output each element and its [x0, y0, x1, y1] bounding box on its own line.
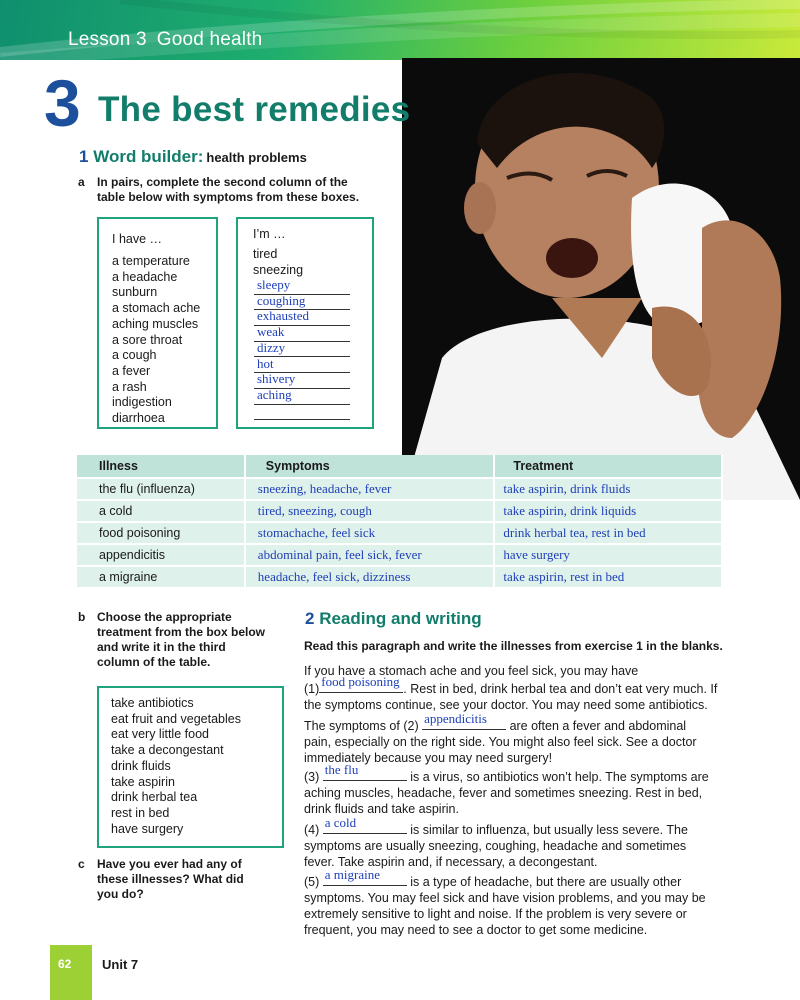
table-cell-symptoms[interactable]: headache, feel sick, dizziness	[245, 566, 495, 588]
paragraph-line: extremely sensitive to light and noise. If the problem is very severe or	[304, 907, 687, 921]
paragraph-line: fever. Take aspirin and, if necessary, a decongestant.	[304, 855, 598, 869]
page-title: The best remedies	[98, 90, 411, 129]
paragraph-text: is a virus, so antibiotics won’t help. The symptoms are	[406, 770, 709, 784]
sneezing-man-illustration	[402, 58, 800, 500]
paragraph-5	[304, 867, 724, 938]
paragraph-text: The symptoms of (2)	[304, 719, 423, 733]
paragraph-line	[304, 674, 724, 697]
table-cell-treatment[interactable]: drink herbal tea, rest in bed	[494, 522, 722, 544]
instruction-c	[78, 857, 287, 902]
paragraph-line: the symptoms continue, see your doctor. You may need some antibiotics.	[304, 698, 708, 712]
handwritten-answer: food poisoning	[321, 674, 400, 689]
photo-man-sneezing	[402, 58, 800, 500]
im-box	[236, 217, 374, 429]
page-number-tab	[50, 945, 92, 1000]
paragraph-line	[304, 762, 724, 785]
handwritten-answer: a migraine	[324, 867, 380, 882]
section-1-name: Word builder:	[93, 147, 204, 166]
table-row	[77, 522, 722, 544]
section-1-subtitle: health problems	[206, 150, 307, 165]
paragraph-text: is similar to influenza, but usually less severe. The	[406, 823, 688, 837]
instruction-line: Choose the appropriate	[97, 610, 232, 624]
paragraph-line: If you have a stomach ache and you feel sick, you may have	[304, 664, 639, 678]
box-item: aching muscles	[112, 316, 199, 331]
treatment-item: take a decongestant	[111, 743, 224, 758]
treatment-item: drink herbal tea	[111, 790, 198, 805]
instruction-letter: c	[78, 857, 85, 871]
blank-number: (3)	[304, 770, 323, 784]
lesson-heading	[68, 29, 262, 51]
table-cell-illness: the flu (influenza)	[77, 478, 245, 500]
handwritten-answer: shivery	[257, 371, 296, 387]
box-item: a headache	[112, 269, 178, 284]
box-item: tired	[253, 247, 278, 261]
blank-number: (4)	[304, 823, 323, 837]
lesson-number: Lesson 3	[68, 29, 147, 50]
treatment-item: rest in bed	[111, 805, 170, 820]
instruction-letter: a	[78, 175, 85, 189]
treatment-item: eat fruit and vegetables	[111, 711, 241, 726]
paragraph-line: immediately because you may need surgery!	[304, 751, 553, 765]
treatment-item: eat very little food	[111, 727, 209, 742]
instruction-line: In pairs, complete the second column of the	[97, 175, 348, 189]
box-item: sunburn	[112, 285, 158, 300]
table-row	[77, 566, 722, 588]
box-item: diarrhoea	[112, 411, 165, 425]
paragraph-4	[304, 815, 724, 870]
section-2-name: Reading and writing	[319, 609, 482, 628]
box-item: indigestion	[112, 395, 172, 410]
page-number: 62	[58, 957, 72, 971]
paragraph-3	[304, 762, 724, 817]
section-1-heading	[79, 147, 307, 167]
blank-number: (1)	[304, 682, 320, 696]
paragraph-line: symptoms. You may feel sick and have vision problems, and you may be	[304, 891, 706, 905]
instruction-a	[78, 175, 397, 205]
illness-table	[77, 455, 723, 589]
instruction-line: you do?	[97, 887, 144, 901]
paragraph-line: drink fluids and take aspirin.	[304, 802, 459, 816]
treatment-item: have surgery	[111, 821, 184, 836]
instruction-letter: b	[78, 610, 86, 624]
instruction-b	[78, 610, 287, 670]
handwritten-answer: the flu	[324, 762, 359, 777]
box-item: a cough	[112, 348, 157, 363]
paragraph-line	[304, 711, 724, 734]
section-2-instruction: Read this paragraph and write the illnesses from exercise 1 in the blanks.	[304, 639, 723, 653]
table-cell-symptoms[interactable]: abdominal pain, feel sick, fever	[245, 544, 495, 566]
table-row	[77, 544, 722, 566]
box-item: a temperature	[112, 254, 190, 268]
table-cell-treatment[interactable]: take aspirin, drink liquids	[494, 500, 722, 522]
table-cell-illness: a migraine	[77, 566, 245, 588]
blank-5[interactable]	[323, 867, 407, 886]
instruction-line: Have you ever had any of	[97, 857, 242, 871]
table-row	[77, 478, 722, 500]
table-cell-symptoms[interactable]: stomachache, feel sick	[245, 522, 495, 544]
handwritten-answer: sleepy	[257, 277, 291, 292]
table-cell-treatment[interactable]: take aspirin, drink fluids	[494, 478, 722, 500]
treatment-item: take antibiotics	[111, 696, 194, 710]
handwritten-answer: hot	[257, 355, 274, 371]
paragraph-2	[304, 711, 724, 766]
box-heading: I’m …	[253, 227, 286, 241]
table-cell-illness: appendicitis	[77, 544, 245, 566]
handwritten-answer: appendicitis	[424, 711, 487, 726]
table-cell-symptoms[interactable]: sneezing, headache, fever	[245, 478, 495, 500]
table-row	[77, 500, 722, 522]
lesson-section-number: 3	[44, 66, 81, 140]
lesson-title: Good health	[156, 29, 263, 50]
box-item: a stomach ache	[112, 301, 201, 316]
answer-line[interactable]	[254, 388, 350, 405]
table-cell-illness: a cold	[77, 500, 245, 522]
blank-4[interactable]	[323, 815, 407, 834]
section-1-number: 1	[79, 147, 89, 166]
instruction-line: table below with symptoms from these boxes.	[97, 190, 360, 204]
paragraph-text: are often a fever and abdominal	[506, 719, 687, 733]
paragraph-line: pain, especially on the right side. You might also feel sick. See a doctor	[304, 735, 697, 749]
handwritten-answer: exhausted	[257, 308, 309, 324]
box-heading: I have …	[112, 232, 163, 246]
section-2-number: 2	[305, 609, 315, 628]
paragraph-text: . Rest in bed, drink herbal tea and don’t eat very much. If	[403, 682, 718, 696]
box-item: a fever	[112, 363, 151, 378]
treatment-item: drink fluids	[111, 758, 171, 773]
instruction-line: these illnesses? What did	[97, 872, 244, 886]
handwritten-answer: aching	[257, 386, 292, 402]
answer-line[interactable]	[254, 404, 350, 421]
blank-1[interactable]	[319, 674, 403, 693]
handwritten-answer: coughing	[257, 292, 306, 308]
table-cell-symptoms[interactable]: tired, sneezing, cough	[245, 500, 495, 522]
instruction-line: treatment from the box below	[97, 625, 266, 639]
table-header-treatment: Treatment	[494, 455, 722, 478]
treatment-box	[97, 686, 284, 848]
paragraph-line	[304, 867, 724, 890]
box-item: a rash	[112, 379, 147, 394]
paragraph-line	[304, 815, 724, 838]
table-header-row	[77, 455, 722, 478]
instruction-line: and write it in the third	[97, 640, 226, 654]
table-cell-illness: food poisoning	[77, 522, 245, 544]
handwritten-answer: a cold	[324, 815, 357, 830]
section-2-heading	[305, 609, 482, 629]
paragraph-text: is a type of headache, but there are usually other	[406, 875, 682, 889]
handwritten-answer: weak	[257, 324, 285, 340]
table-cell-treatment[interactable]: have surgery	[494, 544, 722, 566]
blank-2[interactable]	[422, 711, 506, 730]
treatment-item: take aspirin	[111, 774, 175, 789]
i-have-box	[97, 217, 218, 429]
table-cell-treatment[interactable]: take aspirin, rest in bed	[494, 566, 722, 588]
box-item: a sore throat	[112, 332, 183, 347]
unit-label: Unit 7	[102, 957, 139, 972]
paragraph-line: frequent, you may need to see a doctor to get some medicine.	[304, 923, 648, 937]
table-header-illness: Illness	[77, 455, 245, 478]
paragraph-1	[304, 663, 724, 713]
blank-3[interactable]	[323, 762, 407, 781]
box-item: sneezing	[253, 263, 304, 277]
table-header-symptoms: Symptoms	[245, 455, 495, 478]
instruction-line: column of the table.	[97, 655, 211, 669]
handwritten-answer: dizzy	[257, 339, 286, 355]
paragraph-line: aching muscles, headache, fever and sometimes sneezing. Rest in bed,	[304, 786, 703, 800]
paragraph-line: symptoms are usually sneezing, coughing, headache and sometimes	[304, 839, 687, 853]
blank-number: (5)	[304, 875, 323, 889]
